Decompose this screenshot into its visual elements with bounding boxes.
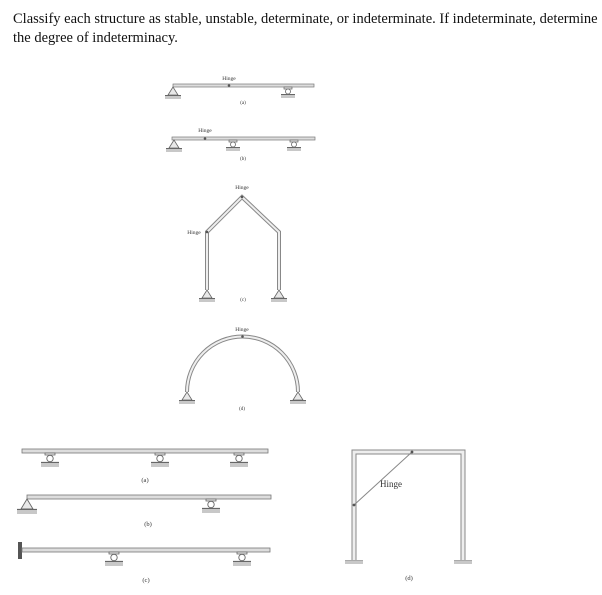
hinge-marker — [353, 504, 356, 507]
roller-support — [287, 140, 301, 151]
pin-support — [165, 87, 181, 99]
hinge-marker — [204, 137, 207, 140]
beam — [22, 548, 270, 552]
frame-members — [354, 452, 463, 560]
hinge-label: Hinge — [235, 327, 249, 333]
top-structure-b — [166, 128, 315, 162]
roller-support — [233, 552, 251, 566]
caption-a: (a) — [141, 477, 149, 484]
pin-support — [199, 290, 215, 302]
caption-c: (c) — [240, 298, 246, 303]
roller-support — [202, 499, 220, 513]
beam — [22, 449, 268, 453]
bottom-structure-d — [345, 451, 472, 582]
hinge-marker — [228, 84, 231, 87]
hinge-label-top: Hinge — [235, 185, 249, 191]
pin-support — [179, 392, 195, 404]
bottom-structure-b — [17, 495, 271, 528]
ground-hatch — [345, 561, 363, 564]
question-text: Classify each structure as stable, unstable, determinate, or indeterminate. If indeterminate, determine the degree of indeterminacy. — [13, 11, 598, 46]
caption-b: (b) — [144, 521, 152, 528]
pin-support — [271, 290, 287, 302]
hinge-marker — [206, 231, 209, 234]
roller-support — [281, 87, 295, 98]
frame-members — [207, 197, 279, 290]
caption-d: (d) — [405, 575, 413, 582]
caption-c: (c) — [142, 577, 150, 584]
hinge-marker — [411, 451, 414, 454]
caption-a: (a) — [240, 101, 246, 106]
hinge-marker — [241, 335, 244, 338]
beam — [172, 137, 315, 140]
caption-b: (b) — [240, 157, 246, 162]
hinge-label: Hinge — [222, 76, 236, 82]
roller-support — [105, 552, 123, 566]
roller-support — [151, 453, 169, 467]
arch — [187, 337, 298, 393]
pin-support — [290, 392, 306, 404]
bottom-structure-c — [18, 542, 270, 584]
beam — [27, 495, 271, 499]
hinge-label-left: Hinge — [187, 230, 201, 236]
beam — [173, 84, 314, 87]
hinge-marker — [241, 196, 244, 199]
top-structure-c — [187, 185, 287, 303]
roller-support — [230, 453, 248, 467]
fixed-wall — [18, 542, 22, 559]
caption-d: (d) — [239, 407, 245, 412]
hinge-label: Hinge — [198, 128, 212, 134]
pin-support — [166, 140, 182, 152]
bottom-structure-a — [22, 449, 268, 484]
top-structure-a — [165, 76, 314, 106]
hinge-label: Hinge — [380, 479, 402, 489]
roller-support — [41, 453, 59, 467]
roller-support — [226, 140, 240, 151]
top-structure-d — [179, 327, 306, 412]
ground-hatch — [454, 561, 472, 564]
pin-support — [17, 499, 37, 514]
